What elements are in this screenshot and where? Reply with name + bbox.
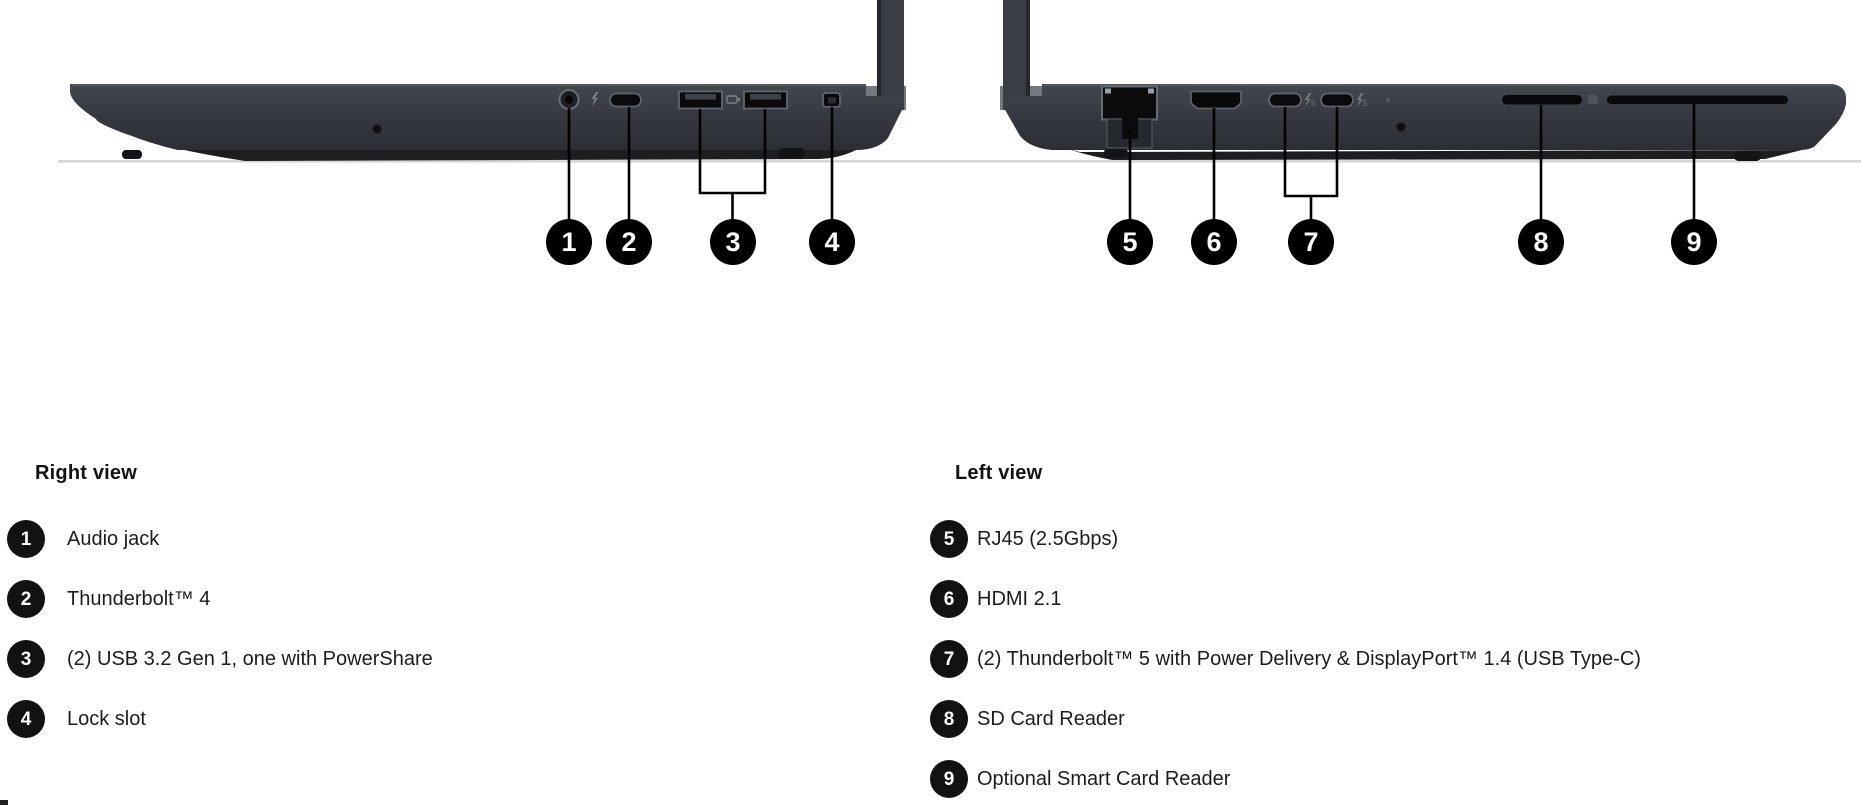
item-number-badge: 4: [7, 700, 45, 738]
rubber-foot: [122, 150, 142, 159]
callout-3: [710, 219, 756, 265]
legend-item-7: [930, 639, 1641, 679]
item-label: Lock slot: [67, 707, 146, 730]
callout-number: 5: [1122, 226, 1138, 257]
lock-slot-port: [823, 93, 840, 107]
callout-number: 4: [824, 226, 840, 257]
item-label: Optional Smart Card Reader: [977, 767, 1231, 790]
item-label: SD Card Reader: [977, 707, 1125, 730]
item-label: (2) USB 3.2 Gen 1, one with PowerShare: [67, 647, 433, 670]
smart-card-slot: [1607, 96, 1788, 105]
screw-hole: [1397, 123, 1406, 132]
left-view-heading: Left view: [955, 462, 1043, 484]
hdmi-port: [1191, 92, 1241, 109]
usb-a-port-2: [744, 92, 787, 109]
svg-text:5: 5: [1311, 99, 1316, 108]
callout-9: [1671, 219, 1717, 265]
callout-number: 6: [1206, 226, 1222, 257]
callout-number: 9: [1686, 226, 1702, 257]
callout-number: 7: [1303, 226, 1319, 257]
callout-number: 3: [725, 226, 741, 257]
item-label: (2) Thunderbolt™ 5 with Power Delivery & DisplayPort™ 1.4 (USB Type-C): [977, 647, 1641, 670]
item-number-badge: 1: [7, 520, 45, 558]
legend-item-1: [7, 519, 159, 559]
legend-item-6: [930, 579, 1061, 619]
audio-jack-port: [560, 90, 579, 109]
item-number-badge: 9: [930, 760, 968, 798]
screen-edge: [1003, 0, 1030, 110]
left-view-laptop: [1000, 0, 1846, 161]
legend-item-2: [7, 579, 210, 619]
callout-1: [546, 219, 592, 265]
thunderbolt5-port-1: [1269, 94, 1301, 107]
usb-a-port-1: [679, 92, 722, 109]
legend-item-9: [930, 759, 1230, 799]
callout-4: [809, 219, 855, 265]
status-led: [1386, 98, 1390, 102]
right-view-laptop: [70, 0, 906, 161]
legend-item-8: [930, 699, 1125, 739]
callout-6: [1191, 219, 1237, 265]
item-number-badge: 6: [930, 580, 968, 618]
callout-number: 8: [1533, 226, 1549, 257]
screen-edge: [877, 0, 904, 110]
item-label: Thunderbolt™ 4: [67, 587, 211, 610]
item-label: RJ45 (2.5Gbps): [977, 527, 1119, 550]
item-number-badge: 2: [7, 580, 45, 618]
rubber-foot: [778, 148, 805, 159]
rubber-foot: [1734, 151, 1761, 161]
thunderbolt4-usb-c-port: [610, 94, 641, 107]
laptop-side-views-illustration: [0, 0, 1861, 290]
svg-text:5: 5: [1363, 99, 1368, 108]
legend-item-4: [7, 699, 146, 739]
callout-5: [1107, 219, 1153, 265]
legend-item-3: [7, 639, 433, 679]
legend-item-5: [930, 519, 1118, 559]
item-number-badge: 5: [930, 520, 968, 558]
item-number-badge: 7: [930, 640, 968, 678]
callout-8: [1518, 219, 1564, 265]
item-number-badge: 8: [930, 700, 968, 738]
callout-7: [1288, 219, 1334, 265]
screw-hole: [373, 125, 382, 134]
corner-artifact: [0, 800, 8, 805]
callout-number: 1: [561, 226, 577, 257]
thunderbolt5-port-2: [1321, 94, 1353, 107]
item-label: Audio jack: [67, 527, 160, 550]
callout-2: [606, 219, 652, 265]
right-view-heading: Right view: [35, 462, 138, 484]
item-label: HDMI 2.1: [977, 587, 1062, 610]
item-number-badge: 3: [7, 640, 45, 678]
rubber-foot: [1104, 148, 1128, 158]
callout-number: 2: [621, 226, 637, 257]
